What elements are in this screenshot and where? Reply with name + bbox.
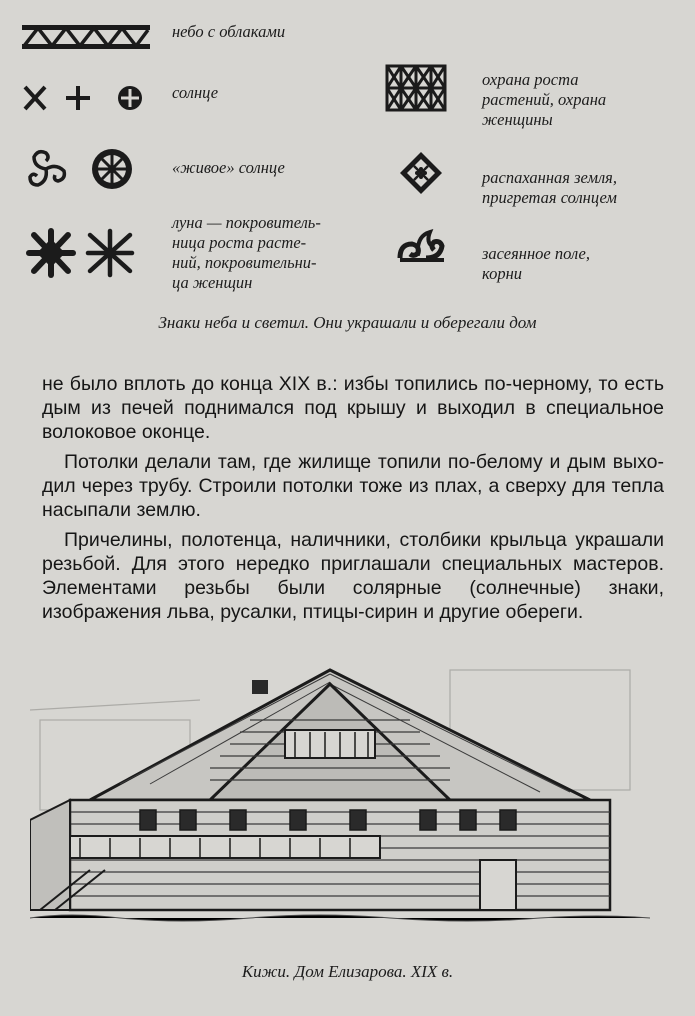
legend-label-protection: охрана роста растений, охрана женщины	[482, 70, 607, 129]
legend-caption: Знаки неба и светил. Они украшали и оберегали дом	[158, 313, 537, 332]
legend-label-sky: небо с облаками	[172, 22, 286, 41]
zigzag-band-icon	[20, 22, 152, 52]
legend-label-sown-field: засеянное поле, корни	[482, 244, 590, 283]
illustration-caption: Кижи. Дом Елизарова. XIX в.	[241, 962, 454, 981]
sprout-curl-icon	[396, 228, 448, 266]
rhombus-field-icon	[398, 150, 444, 196]
legend-label-sun: солнце	[172, 83, 219, 102]
legend-label-living-sun: «живое» солнце	[172, 158, 285, 177]
legend-label-moon: луна — покровитель- ница роста расте- ний, покровительни- ца женщин	[172, 213, 321, 292]
wooden-house-illustration	[30, 660, 650, 930]
legend-label-ploughed-land: распаханная земля, пригретая солнцем	[482, 168, 617, 207]
paragraph-3: Причелины, полотенца, наличники, столбики крыльца украшали резьбой. Для этого нередко приглашали специальных мастеров. Элементами резьбы были солярные (солнечные) знаки, изображения льва, русалки, птицы-сирин и другие обереги.	[42, 529, 664, 623]
star-moon-icon	[24, 225, 139, 281]
paragraph-1: не было вплоть до конца XIX в.: избы топились по-черному, то есть дым из печей поднимался под крышу и выходил в специальное волоковое оконце.	[42, 373, 664, 443]
article-body	[42, 372, 664, 630]
lattice-square-icon	[385, 64, 447, 112]
spiral-sun-icon	[22, 145, 147, 193]
paragraph-2: Потолки делали там, где жилище топили по-белому и дым выходил через трубу. Строили потолки тоже из плах, а сверху для тепла насыпали землю.	[42, 451, 664, 521]
crosses-sun-icon	[20, 82, 155, 114]
